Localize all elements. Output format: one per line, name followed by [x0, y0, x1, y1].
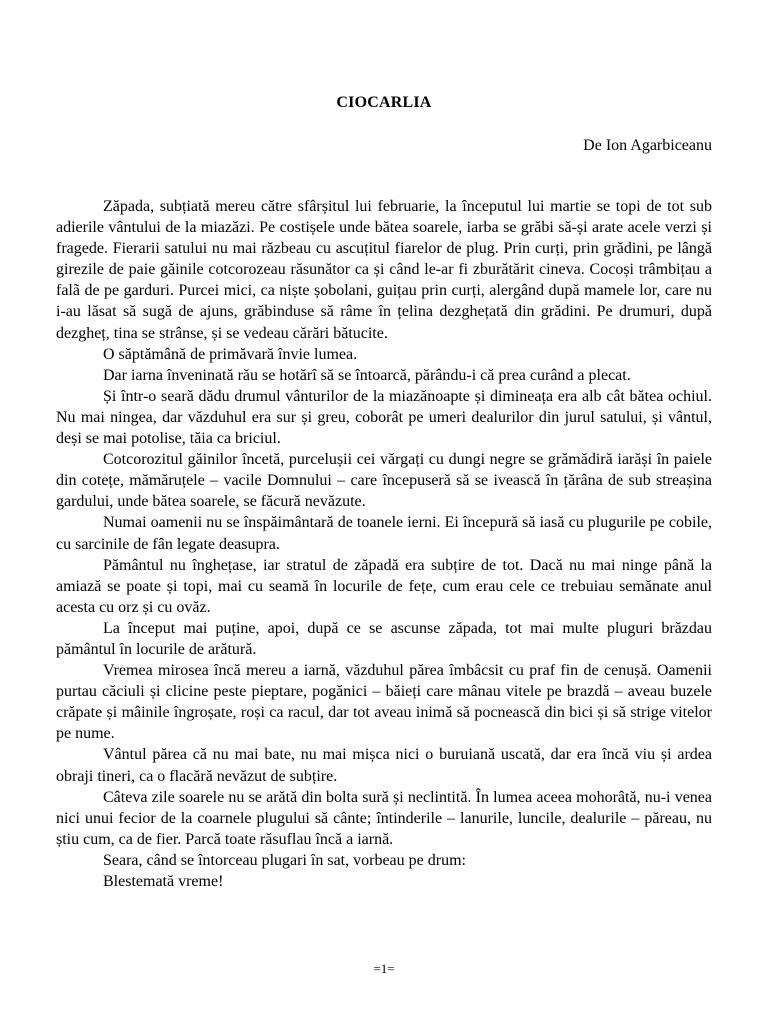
paragraph: Cotcorozitul găinilor încetă, purcelușii cei vărgați cu dungi negre se grămădiră iarăși în paiele din cotețe, mămăruțele – vacile Domnului – care începuseră să se ivească în țărâna de sub streașina gardului, unde bătea soarele, se făcură nevăzute. [56, 451, 712, 511]
paragraph: Câteva zile soarele nu se arătă din bolta sură și neclintită. În lumea aceea mohorâtă, nu-i venea nici unui fecior de la coarnele plugului să cânte; întinderile – lanurile, luncile, dealurile – păreau, nu știu cum, ca de fier. Parcă toate răsuflau încă a iarnă. [56, 788, 712, 848]
paragraph: Pământul nu înghețase, iar stratul de zăpadă era subțire de tot. Dacă nu mai ninge până la amiază se poate și topi, mai cu seamă în locurile de fețe, cum erau cele ce trebuiau semănate anul acesta cu orz și cu ovăz. [56, 556, 712, 616]
paragraph: Blestemată vreme! [103, 873, 224, 890]
paragraph: Zăpada, subțiată mereu către sfârșitul lui februarie, la începutul lui martie se topi de tot sub adierile vântului de la miazăzi. Pe costișele unde bătea soarele, iarba se grăbi să-și arate acele verzi și fragede. Fierarii satului nu mai răzbeau cu ascuțitul fiarelor de plug. Prin curți, prin grădini, pe lângă girezile de paie găinile cotcorozeau răsunător ca și când le-ar fi zburătărit cineva. Cocoși trâmbițau a falã de pe garduri. Purcei mici, ca niște șobolani, guițau prin curți, alergând după mamele lor, care nu i-au lăsat să sugă de ajuns, grăbinduse să râme în țelina dezghețată din grădini. Pe drumuri, după dezgheț, tina se strânse, și se vedeau cărări bătucite. [56, 198, 712, 342]
page-number: =1= [373, 961, 395, 976]
paragraph: Numai oamenii nu se înspăimântară de toanele ierni. Ei începură să iasă cu plugurile pe cobile, cu sarcinile de fân legate deasupra. [56, 514, 712, 553]
document-title: CIOCARLIA [336, 94, 432, 111]
paragraph: Vântul părea că nu mai bate, nu mai mișca nici o buruiană uscată, dar era încă viu și ardea obraji tineri, ca o flacără nevăzut de subțire. [56, 746, 712, 785]
document-author: De Ion Agarbiceanu [583, 137, 712, 154]
paragraph: Seara, când se întorceau plugari în sat, vorbeau pe drum: [103, 851, 466, 869]
paragraph: Vremea mirosea încă mereu a iarnă, văzduhul părea îmbâcsit cu praf fin de cenușă. Oamenii purtau căciuli și clicine peste pieptare, pogănici – băieți care mânau vitele pe brazdă – aveau buzele crăpate și mâinile îngroșate, roși ca racul, dar tot aveau inimă să pocnească din bici și să strige vitelor pe nume. [56, 662, 712, 743]
paragraph: Și într-o seară dădu drumul vânturilor de la miazănoapte și dimineața era alb cât bătea ochiul. Nu mai ningea, dar văzduhul era sur și greu, coborât pe umeri dealurilor din jurul satului, și vântul, deși se mai potolise, tăia ca briciul. [56, 387, 712, 448]
paragraph: Dar iarna înveninată rău se hotărî să se întoarcă, părându-i că prea curând a plecat. [103, 366, 631, 384]
paragraph: La început mai puține, apoi, după ce se ascunse zăpada, tot mai multe pluguri brăzdau pământul în locurile de arătură. [56, 619, 712, 658]
document-body [56, 196, 712, 892]
paragraph: O săptămână de primăvară învie lumea. [103, 345, 358, 363]
